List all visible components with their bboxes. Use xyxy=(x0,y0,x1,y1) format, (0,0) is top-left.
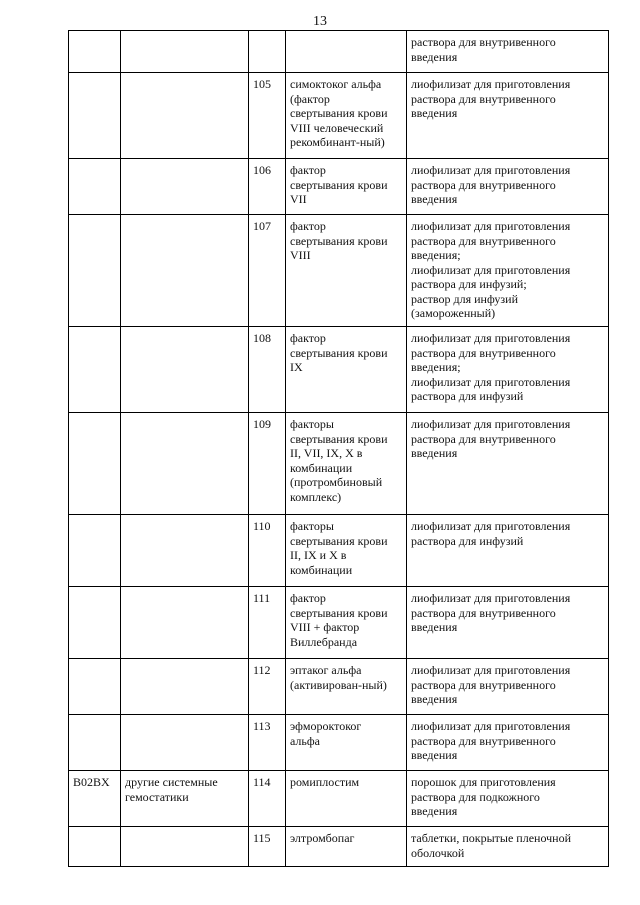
dosage-form-cell: лиофилизат для приготовления раствора для внутривенного введения; лиофилизат для приготовления раствора для инфузий; раствор для инфузий (замороженный) xyxy=(407,215,609,327)
drug-name-cell: факторы свертывания крови II, VII, IX, X в комбинации (протромбиновый комплекс) xyxy=(286,413,407,515)
atc-code-cell xyxy=(69,715,121,771)
table-row xyxy=(69,73,609,159)
dosage-form-cell: лиофилизат для приготовления раствора для внутривенного введения xyxy=(407,73,609,159)
table-row xyxy=(69,327,609,413)
drug-name-cell: эптаког альфа (активирован-ный) xyxy=(286,659,407,715)
table-row xyxy=(69,515,609,587)
atc-code-cell xyxy=(69,327,121,413)
atc-group-cell xyxy=(121,515,249,587)
row-number-cell: 105 xyxy=(249,73,286,159)
row-number-cell: 106 xyxy=(249,159,286,215)
row-number-cell: 114 xyxy=(249,771,286,827)
drug-name-cell: элтромбопаг xyxy=(286,827,407,867)
row-number-cell: 109 xyxy=(249,413,286,515)
table-row xyxy=(69,413,609,515)
dosage-form-cell: раствора для внутривенного введения xyxy=(407,31,609,73)
atc-group-cell xyxy=(121,587,249,659)
table-row xyxy=(69,659,609,715)
row-number-cell: 112 xyxy=(249,659,286,715)
dosage-form-cell: лиофилизат для приготовления раствора для внутривенного введения xyxy=(407,159,609,215)
table-body xyxy=(69,31,609,867)
dosage-form-cell: лиофилизат для приготовления раствора для внутривенного введения xyxy=(407,715,609,771)
dosage-form-cell: таблетки, покрытые пленочной оболочкой xyxy=(407,827,609,867)
drug-name-cell: ромиплостим xyxy=(286,771,407,827)
row-number-cell: 110 xyxy=(249,515,286,587)
table-row xyxy=(69,771,609,827)
drug-name-cell: эфмороктоког альфа xyxy=(286,715,407,771)
dosage-form-cell: лиофилизат для приготовления раствора для внутривенного введения xyxy=(407,587,609,659)
row-number-cell: 113 xyxy=(249,715,286,771)
atc-code-cell xyxy=(69,215,121,327)
atc-group-cell xyxy=(121,659,249,715)
atc-group-cell xyxy=(121,413,249,515)
page-number: 13 xyxy=(313,14,327,29)
atc-code-cell xyxy=(69,587,121,659)
atc-code-cell: B02BX xyxy=(69,771,121,827)
drug-name-cell: симоктоког альфа (фактор свертывания крови VIII человеческий рекомбинант-ный) xyxy=(286,73,407,159)
atc-code-cell xyxy=(69,515,121,587)
dosage-form-cell: лиофилизат для приготовления раствора для внутривенного введения xyxy=(407,659,609,715)
drug-name-cell: фактор свертывания крови VIII xyxy=(286,215,407,327)
atc-group-cell xyxy=(121,827,249,867)
row-number-cell: 115 xyxy=(249,827,286,867)
atc-code-cell xyxy=(69,159,121,215)
drug-name-cell: фактор свертывания крови IX xyxy=(286,327,407,413)
atc-group-cell: другие системные гемостатики xyxy=(121,771,249,827)
table-row xyxy=(69,715,609,771)
dosage-form-cell: лиофилизат для приготовления раствора для внутривенного введения xyxy=(407,413,609,515)
drug-name-cell xyxy=(286,31,407,73)
row-number-cell: 107 xyxy=(249,215,286,327)
atc-code-cell xyxy=(69,827,121,867)
row-number-cell: 108 xyxy=(249,327,286,413)
table-row xyxy=(69,827,609,867)
table-row xyxy=(69,31,609,73)
table-row xyxy=(69,159,609,215)
dosage-form-cell: лиофилизат для приготовления раствора для инфузий xyxy=(407,515,609,587)
table-row xyxy=(69,587,609,659)
table-row xyxy=(69,215,609,327)
atc-group-cell xyxy=(121,73,249,159)
dosage-form-cell: порошок для приготовления раствора для подкожного введения xyxy=(407,771,609,827)
atc-group-cell xyxy=(121,159,249,215)
atc-group-cell xyxy=(121,327,249,413)
drug-table xyxy=(68,30,609,867)
drug-name-cell: факторы свертывания крови II, IX и X в комбинации xyxy=(286,515,407,587)
drug-name-cell: фактор свертывания крови VII xyxy=(286,159,407,215)
dosage-form-cell: лиофилизат для приготовления раствора для внутривенного введения; лиофилизат для приготовления раствора для инфузий xyxy=(407,327,609,413)
row-number-cell: 111 xyxy=(249,587,286,659)
atc-group-cell xyxy=(121,215,249,327)
atc-code-cell xyxy=(69,659,121,715)
row-number-cell xyxy=(249,31,286,73)
atc-code-cell xyxy=(69,73,121,159)
atc-code-cell xyxy=(69,31,121,73)
atc-group-cell xyxy=(121,31,249,73)
drug-name-cell: фактор свертывания крови VIII + фактор Виллебранда xyxy=(286,587,407,659)
atc-group-cell xyxy=(121,715,249,771)
atc-code-cell xyxy=(69,413,121,515)
